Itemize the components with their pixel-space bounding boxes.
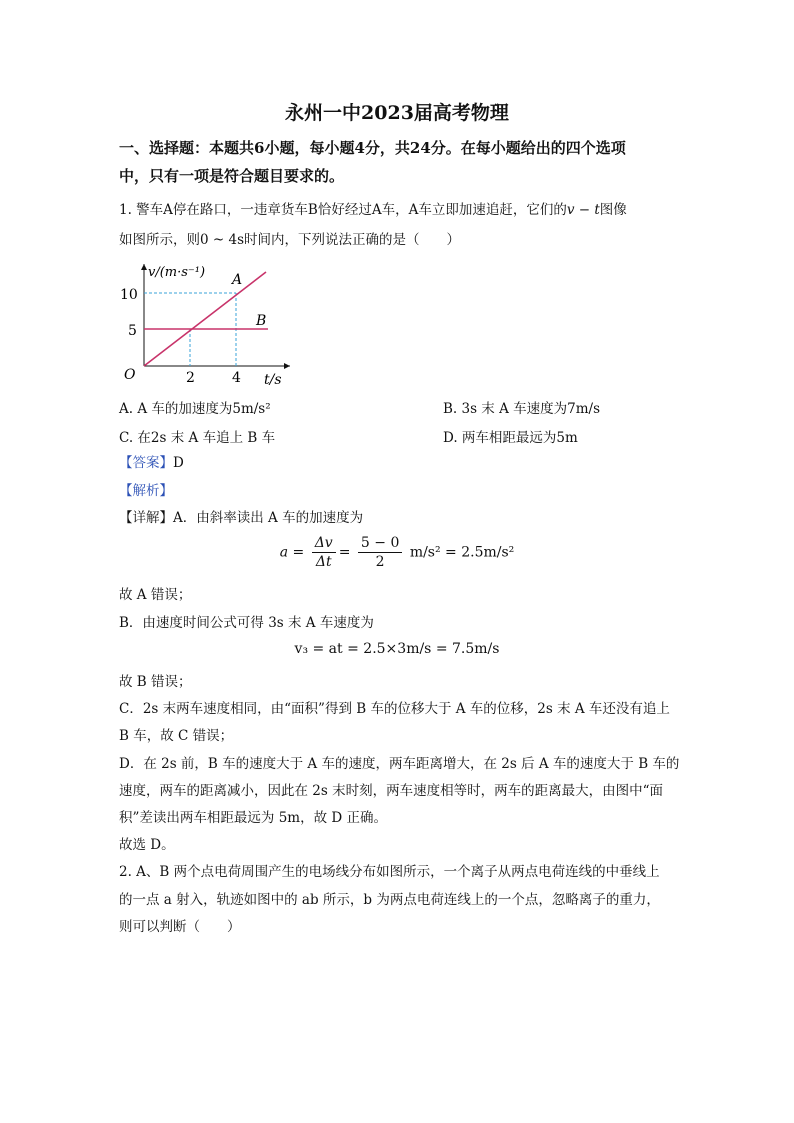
formula-1: a = $\frac{\Delta v}{\Delta t}$ = $\frac{5 - 0}{2}$ m/s² = 2.5m/s² bbox=[279, 535, 515, 570]
q2-line3: 则可以判断（ ） bbox=[119, 919, 241, 935]
final-answer: 故选 D。 bbox=[119, 837, 175, 853]
q1-stem-line1 bbox=[119, 200, 627, 220]
q1-stem-range: 0 ~ 4s bbox=[200, 232, 245, 248]
x-tick-4: 4 bbox=[232, 370, 241, 386]
page-title: 永州一中2023届高考物理 bbox=[285, 102, 509, 124]
frac1-num: Δv bbox=[312, 534, 336, 553]
y-tick-10: 10 bbox=[120, 287, 138, 303]
detail-line: 【详解】A．由斜率读出 A 车的加速度为 bbox=[119, 510, 364, 526]
frac1-den: Δt bbox=[315, 554, 332, 570]
q1-option-d: D. 两车相距最远为5m bbox=[443, 430, 578, 446]
answer-line bbox=[119, 453, 184, 473]
frac2-den: 2 bbox=[375, 554, 385, 570]
x-tick-2: 2 bbox=[186, 370, 195, 386]
q1-stem-end: 图像 bbox=[599, 202, 627, 218]
q1-stem-text: 1. 警车A停在路口，一违章货车B恰好经过A车，A车立即加速追赶，它们的 bbox=[119, 202, 567, 218]
formula1-frac2 bbox=[358, 534, 402, 571]
formula1-rhs: m/s² = 2.5m/s² bbox=[409, 544, 515, 561]
formula1-lhs: a = bbox=[279, 544, 305, 561]
line-c1: C．2s 末两车速度相同，由“面积”得到 B 车的位移大于 A 车的位移，2s 末 A 车还没有追上 bbox=[119, 701, 670, 717]
line-d2: 速度，两车的距离减小，因此在 2s 末时刻，两车速度相等时，两车的距离最大，由图中“面 bbox=[119, 783, 664, 799]
frac2-num: 5 − 0 bbox=[358, 534, 402, 553]
answer-value: D bbox=[173, 455, 184, 471]
x-axis-label: t/s bbox=[264, 372, 282, 388]
q1-option-b: B. 3s 末 A 车速度为7m/s bbox=[443, 401, 601, 417]
line-d1: D．在 2s 前，B 车的速度大于 A 车的速度，两车距离增大，在 2s 后 A 车的速度大于 B 车的 bbox=[119, 756, 680, 772]
line-c2: B 车，故 C 错误； bbox=[119, 728, 234, 744]
q1-option-a: A. A 车的加速度为5m/s² bbox=[119, 401, 271, 417]
answer-tag: 【答案】 bbox=[119, 455, 173, 471]
analysis-tag: 【解析】 bbox=[119, 483, 173, 499]
q2-line1: 2. A、B 两个点电荷周围产生的电场线分布如图所示，一个离子从两点电荷连线的中垂线上 bbox=[119, 864, 660, 880]
y-tick-5: 5 bbox=[128, 323, 137, 339]
formula1-frac1 bbox=[312, 534, 336, 571]
q2-line2: 的一点 a 射入，轨迹如图中的 ab 所示，b 为两点电荷连线上的一个点，忽略离子的重力， bbox=[119, 892, 660, 908]
line-d3: 积”差读出两车相距最远为 5m，故 D 正确。 bbox=[119, 810, 387, 826]
section-heading-line1: 一、选择题：本题共6小题，每小题4分，共24分。在每小题给出的四个选项 bbox=[119, 139, 626, 157]
line-b: B．由速度时间公式可得 3s 末 A 车速度为 bbox=[119, 615, 374, 631]
q1-option-c: C. 在2s 末 A 车追上 B 车 bbox=[119, 430, 276, 446]
concl-b: 故 B 错误； bbox=[119, 674, 192, 690]
section-heading-line2: 中，只有一项是符合题目要求的。 bbox=[119, 167, 345, 185]
y-axis-label: v/(m·s⁻¹) bbox=[148, 265, 206, 280]
q1-stem-line2 bbox=[119, 230, 460, 250]
line-B-label: B bbox=[256, 313, 267, 329]
vt-graph bbox=[118, 256, 298, 391]
q1-stem2-end: 时间内，下列说法正确的是（ ） bbox=[244, 232, 461, 248]
origin-label: O bbox=[124, 367, 136, 383]
q1-stem2-start: 如图所示，则 bbox=[119, 232, 200, 248]
concl-a: 故 A 错误； bbox=[119, 587, 192, 603]
line-A-label: A bbox=[232, 272, 243, 288]
q1-stem-vt: v − t bbox=[566, 202, 600, 218]
formula-2: v₃ = at = 2.5×3m/s = 7.5m/s bbox=[294, 641, 500, 657]
line-A bbox=[144, 272, 266, 366]
